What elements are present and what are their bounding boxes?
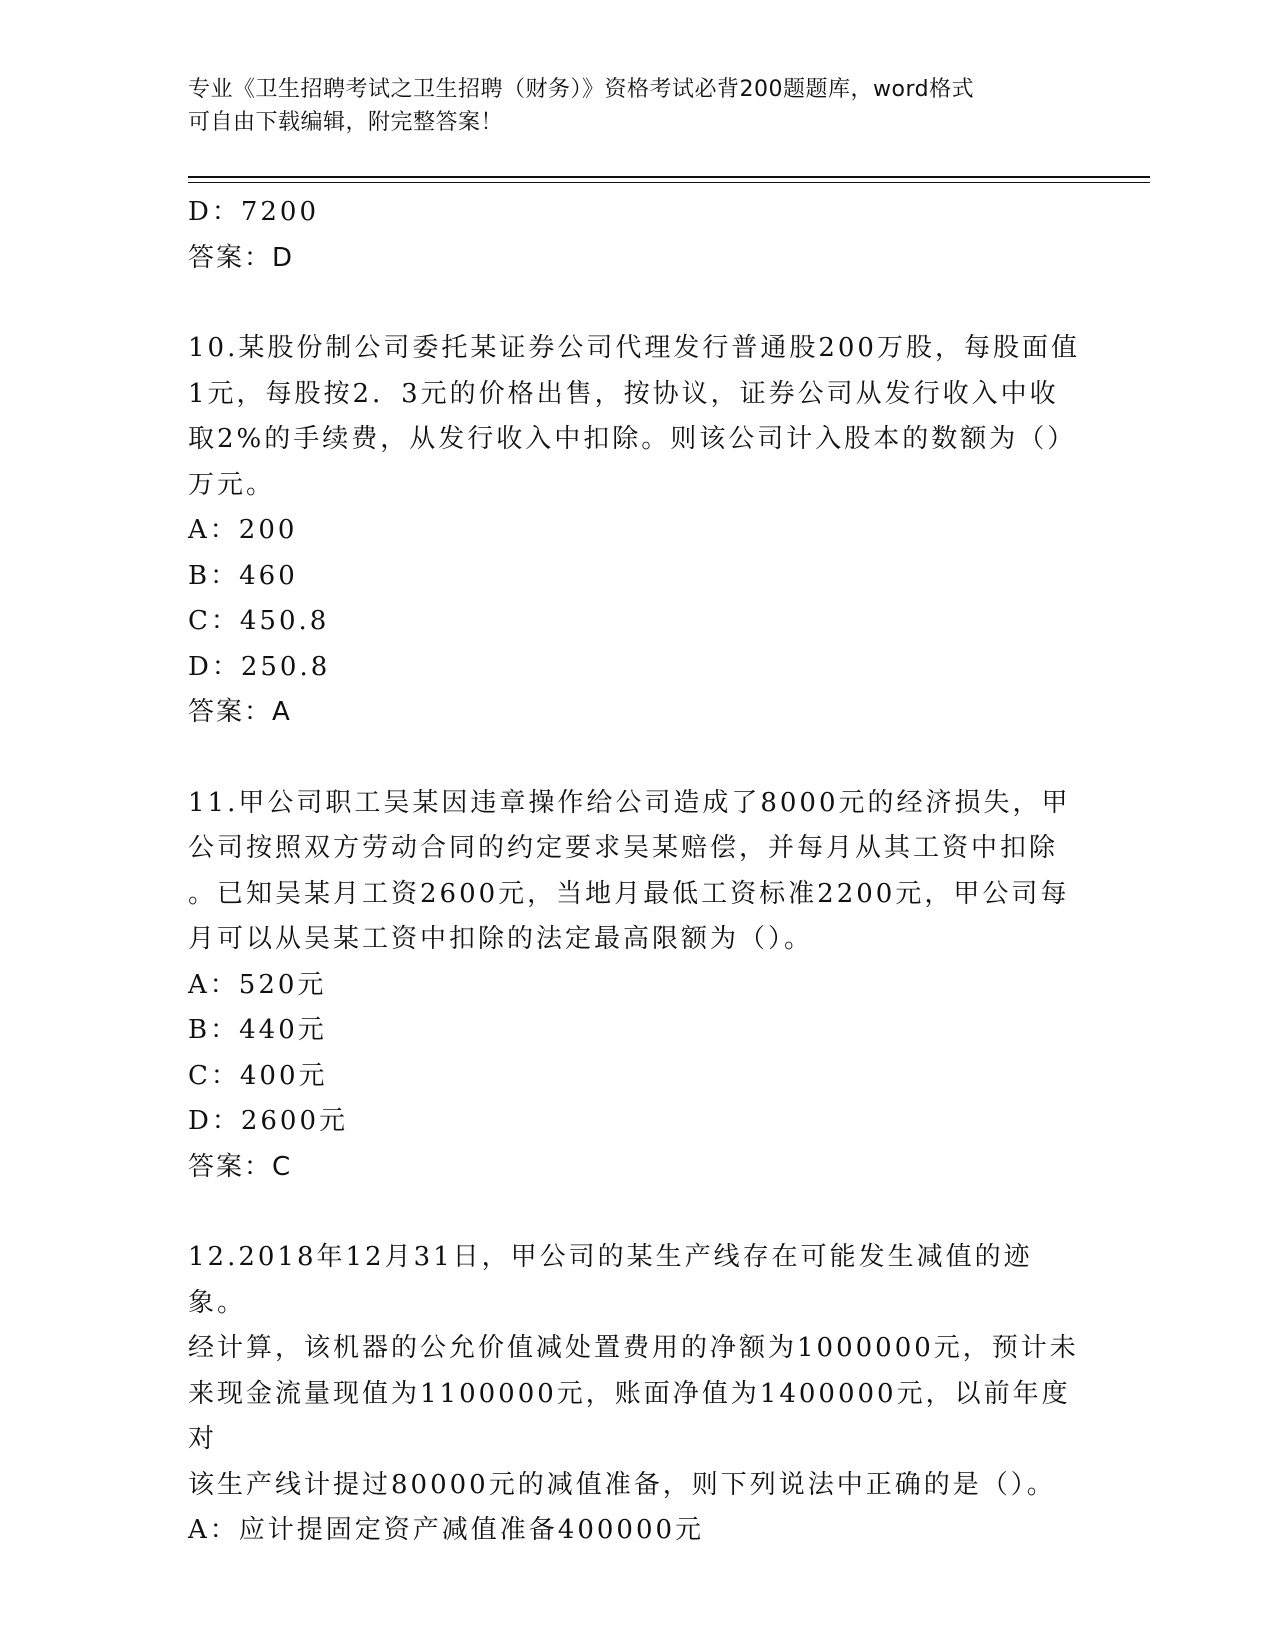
header-rule-thick xyxy=(188,176,1150,178)
option-a: A：520元 xyxy=(188,969,327,1000)
question-text-line: 取2%的手续费，从发行收入中扣除。则该公司计入股本的数额为（） xyxy=(188,424,1077,454)
question-text-line: 10.某股份制公司委托某证券公司代理发行普通股200万股，每股面值 xyxy=(188,333,1080,363)
header-rule-thin xyxy=(188,182,1150,183)
option-c: C：400元 xyxy=(188,1060,328,1091)
header-line-1: 专业《卫生招聘考试之卫生招聘（财务）》资格考试必背200题题库，word格式 xyxy=(188,77,975,102)
spacer xyxy=(188,1190,1088,1235)
question-text-line: 12.2018年12月31日，甲公司的某生产线存在可能发生减值的迹象。 xyxy=(188,1242,1033,1318)
answer-line: 答案：C xyxy=(188,1151,293,1182)
option-d: D：2600元 xyxy=(188,1106,349,1136)
option-b: B：460 xyxy=(188,560,298,591)
answer-line: 答案：A xyxy=(188,697,292,727)
question-11 xyxy=(188,781,1088,1191)
option-a: A：应计提固定资产减值准备400000元 xyxy=(188,1515,705,1545)
question-text-line: 月可以从吴某工资中扣除的法定最高限额为（）。 xyxy=(188,924,814,954)
option-c: C：450.8 xyxy=(188,606,330,636)
question-12 xyxy=(188,1235,1088,1554)
question-text-line: 来现金流量现值为1100000元，账面净值为1400000元，以前年度对 xyxy=(188,1378,1071,1454)
header-line-2: 可自由下载编辑，附完整答案！ xyxy=(188,110,504,135)
question-text-line: 11.甲公司职工吴某因违章操作给公司造成了8000元的经济损失，甲 xyxy=(188,787,1071,818)
document-body xyxy=(188,190,1088,1554)
question-text-line: 该生产线计提过80000元的减值准备，则下列说法中正确的是（）。 xyxy=(188,1469,1056,1500)
question-text-line: 。已知吴某月工资2600元，当地月最低工资标准2200元，甲公司每 xyxy=(188,878,1070,909)
document-header xyxy=(188,73,1068,139)
question-9-tail xyxy=(188,190,1088,281)
question-text-line: 1元，每股按2．3元的价格出售，按协议，证券公司从发行收入中收 xyxy=(188,378,1059,409)
option-b: B：440元 xyxy=(188,1015,327,1045)
spacer xyxy=(188,281,1088,326)
question-text-line: 经计算，该机器的公允价值减处置费用的净额为1000000元，预计未 xyxy=(188,1333,1079,1363)
option-d: D：7200 xyxy=(188,197,320,227)
spacer xyxy=(188,736,1088,781)
option-a: A：200 xyxy=(188,515,298,545)
answer-line: 答案：D xyxy=(188,242,295,273)
question-text-line: 万元。 xyxy=(188,469,276,500)
question-text-line: 公司按照双方劳动合同的约定要求吴某赔偿，并每月从其工资中扣除 xyxy=(188,833,1059,863)
question-10 xyxy=(188,326,1088,736)
option-d: D：250.8 xyxy=(188,651,331,682)
